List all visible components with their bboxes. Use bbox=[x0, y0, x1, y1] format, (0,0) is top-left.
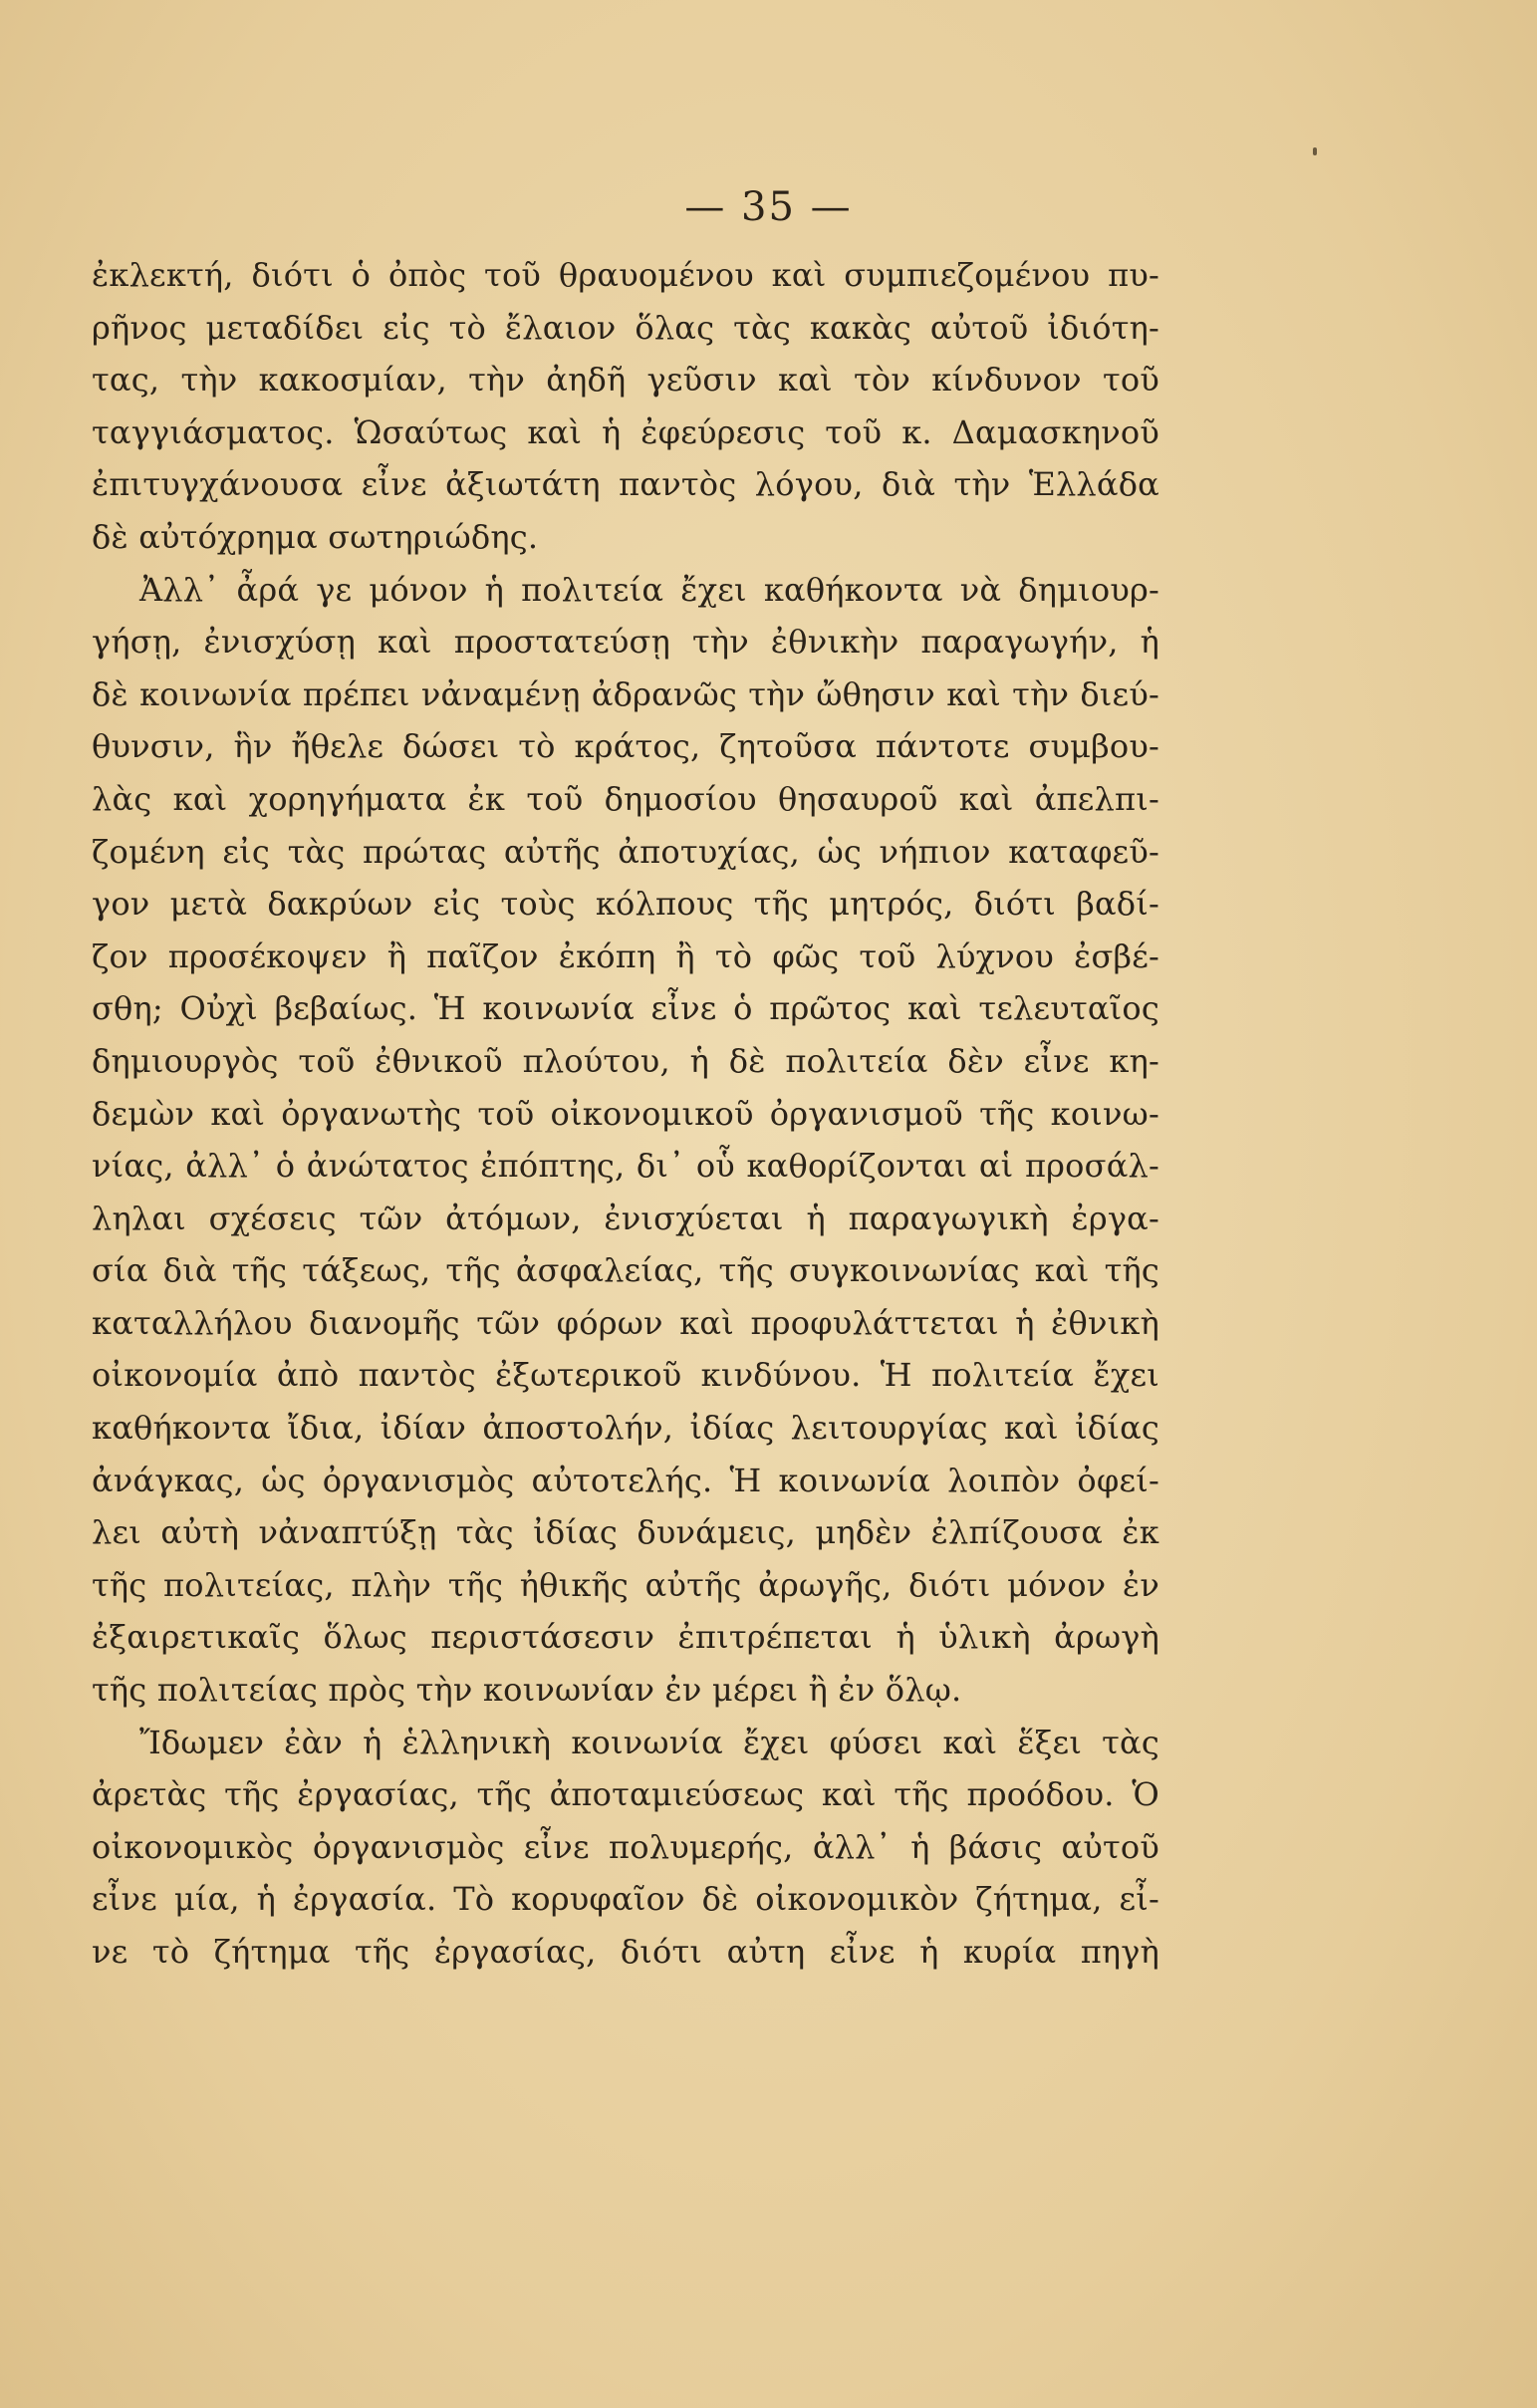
body-text bbox=[92, 249, 1159, 1979]
text-line: λει αὐτὴ νἀναπτύξῃ τὰς ἰδίας δυνάμεις, μηδὲν ἐλπίζουσα ἐκ bbox=[92, 1513, 1159, 1552]
text-line: καταλλήλου διανομῆς τῶν φόρων καὶ προφυλάττεται ἡ ἐθνικὴ bbox=[92, 1303, 1159, 1342]
text-line: Ἀλλ᾽ ἆρά γε μόνον ἡ πολιτεία ἔχει καθήκοντα νὰ δημιουρ- bbox=[139, 570, 1159, 609]
text-line: ληλαι σχέσεις τῶν ἀτόμων, ἐνισχύεται ἡ παραγωγικὴ ἐργα- bbox=[92, 1199, 1159, 1237]
text-line: ταγγιάσματος. Ὡσαύτως καὶ ἡ ἐφεύρεσις τοῦ κ. Δαμασκηνοῦ bbox=[92, 412, 1159, 451]
page-number: — 35 — bbox=[684, 184, 853, 230]
text-line: εἶνε μία, ἡ ἐργασία. Τὸ κορυφαῖον δὲ οἰκονομικὸν ζήτημα, εἶ- bbox=[92, 1880, 1159, 1919]
text-line: δὲ κοινωνία πρέπει νἀναμένῃ ἀδρανῶς τὴν ὤθησιν καὶ τὴν διεύ- bbox=[92, 674, 1159, 713]
text-line: δημιουργὸς τοῦ ἐθνικοῦ πλούτου, ἡ δὲ πολιτεία δὲν εἶνε κη- bbox=[92, 1041, 1159, 1080]
text-line: σθη; Οὐχὶ βεβαίως. Ἡ κοινωνία εἶνε ὁ πρῶτος καὶ τελευταῖος bbox=[92, 989, 1159, 1028]
text-line: καθήκοντα ἴδια, ἰδίαν ἀποστολήν, ἰδίας λειτουργίας καὶ ἰδίας bbox=[92, 1409, 1159, 1448]
text-line: θυνσιν, ἣν ἤθελε δώσει τὸ κράτος, ζητοῦσα πάντοτε συμβου- bbox=[92, 727, 1159, 766]
text-line: ρῆνος μεταδίδει εἰς τὸ ἔλαιον ὅλας τὰς κακὰς αὐτοῦ ἰδιότη- bbox=[92, 308, 1159, 347]
text-line: γήσῃ, ἐνισχύσῃ καὶ προστατεύσῃ τὴν ἐθνικὴν παραγωγήν, ἡ bbox=[92, 623, 1159, 662]
text-line: γον μετὰ δακρύων εἰς τοὺς κόλπους τῆς μητρός, διότι βαδί- bbox=[92, 885, 1159, 924]
text-line: τῆς πολιτείας πρὸς τὴν κοινωνίαν ἐν μέρει ἢ ἐν ὅλῳ. bbox=[92, 1671, 962, 1710]
text-line: ἀρετὰς τῆς ἐργασίας, τῆς ἀποταμιεύσεως καὶ τῆς προόδου. Ὁ bbox=[92, 1775, 1159, 1814]
text-line: νε τὸ ζήτημα τῆς ἐργασίας, διότι αὐτη εἶνε ἡ κυρία πηγὴ bbox=[92, 1933, 1159, 1971]
text-line: ἀνάγκας, ὡς ὀργανισμὸς αὐτοτελής. Ἡ κοινωνία λοιπὸν ὀφεί- bbox=[92, 1461, 1159, 1499]
text-line: λὰς καὶ χορηγήματα ἐκ τοῦ δημοσίου θησαυροῦ καὶ ἀπελπι- bbox=[92, 779, 1159, 818]
ink-speck bbox=[1313, 147, 1317, 155]
text-line: νίας, ἀλλ᾽ ὁ ἀνώτατος ἐπόπτης, δι᾽ οὗ καθορίζονται αἱ προσάλ- bbox=[92, 1147, 1159, 1186]
text-line: δεμὼν καὶ ὀργανωτὴς τοῦ οἰκονομικοῦ ὀργανισμοῦ τῆς κοινω- bbox=[92, 1094, 1159, 1133]
text-line: τας, τὴν κακοσμίαν, τὴν ἀηδῆ γεῦσιν καὶ τὸν κίνδυνον τοῦ bbox=[92, 361, 1159, 400]
text-line: ζομένη εἰς τὰς πρώτας αὐτῆς ἀποτυχίας, ὡς νήπιον καταφεῦ- bbox=[92, 832, 1159, 871]
text-line: δὲ αὐτόχρημα σωτηριώδης. bbox=[92, 517, 539, 556]
text-line: Ἴδωμεν ἐὰν ἡ ἑλληνικὴ κοινωνία ἔχει φύσει καὶ ἕξει τὰς bbox=[139, 1723, 1159, 1761]
text-line: οἰκονομικὸς ὀργανισμὸς εἶνε πολυμερής, ἀλλ᾽ ἡ βάσις αὐτοῦ bbox=[92, 1827, 1159, 1866]
text-line: οἰκονομία ἀπὸ παντὸς ἐξωτερικοῦ κινδύνου. Ἡ πολιτεία ἔχει bbox=[92, 1356, 1159, 1395]
text-line: ἐξαιρετικαῖς ὅλως περιστάσεσιν ἐπιτρέπεται ἡ ὑλικὴ ἀρωγὴ bbox=[92, 1618, 1159, 1657]
text-line: τῆς πολιτείας, πλὴν τῆς ἠθικῆς αὐτῆς ἀρωγῆς, διότι μόνον ἐν bbox=[92, 1565, 1159, 1604]
text-line: σία διὰ τῆς τάξεως, τῆς ἀσφαλείας, τῆς συγκοινωνίας καὶ τῆς bbox=[92, 1251, 1159, 1290]
text-line: ἐπιτυγχάνουσα εἶνε ἀξιωτάτη παντὸς λόγου, διὰ τὴν Ἑλλάδα bbox=[92, 465, 1159, 504]
text-line: ἐκλεκτή, διότι ὁ ὀπὸς τοῦ θραυομένου καὶ συμπιεζομένου πυ- bbox=[92, 256, 1159, 294]
text-line: ζον προσέκοψεν ἢ παῖζον ἐκόπη ἢ τὸ φῶς τοῦ λύχνου ἐσβέ- bbox=[92, 936, 1159, 975]
